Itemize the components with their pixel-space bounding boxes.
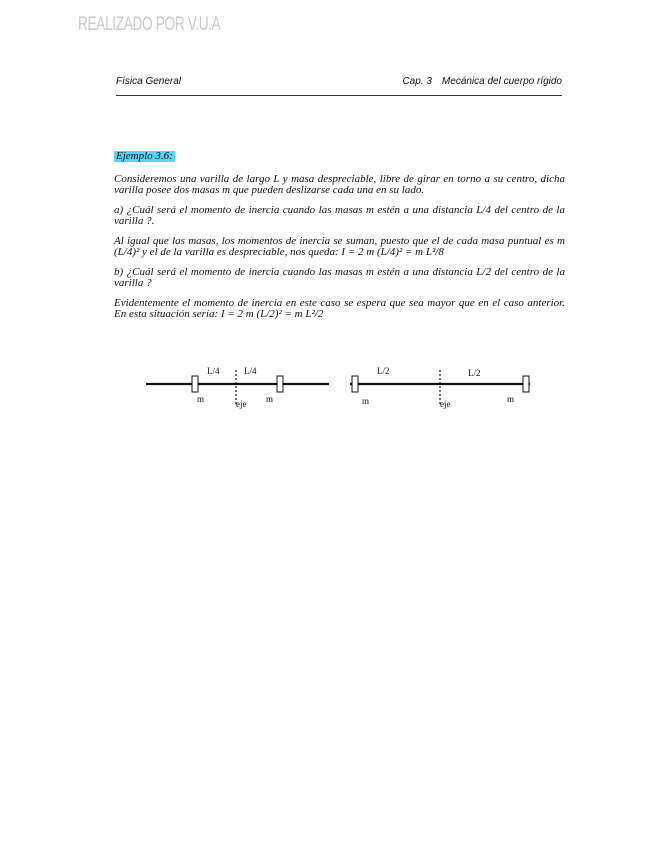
answer-a-paragraph: Al igual que las masas, los momentos de inercia se suman, puesto que el de cada masa puntual es m (L/4)² y el de la varilla es despreciable, nos queda: I = 2 m (L/4)² = m L²/8 (114, 235, 565, 258)
header-chapter-title: Mecánica del cuerpo rígido (441, 76, 562, 87)
header-chapter-number: Cap. 3 (402, 76, 432, 87)
rod-l4-figure (146, 366, 329, 409)
label-l4-mass-left: m (197, 394, 205, 404)
label-l2-mass-left: m (362, 396, 370, 406)
header-course-title: Física General (116, 76, 182, 87)
mass-l4-right (277, 376, 283, 392)
label-l2-dist-left: L/2 (377, 366, 390, 376)
question-a-paragraph: a) ¿Cuál será el momento de inercia cuando las masas m estén a una distancia L/4 del centro de la varilla ?. (114, 204, 565, 227)
example-title: Ejemplo 3.6: (116, 150, 173, 162)
label-l4-mass-right: m (266, 394, 274, 404)
rod-diagram (140, 360, 540, 415)
header-chapter (402, 76, 562, 87)
question-b-paragraph: b) ¿Cuál será el momento de inercia cuando las masas m estén a una distancia L/2 del centro de la varilla ? (114, 266, 565, 289)
label-l2-mass-right: m (507, 394, 515, 404)
page-header (116, 76, 562, 90)
answer-b-paragraph: Evidentemente el momento de inercia en este caso se espera que sea mayor que en el caso anterior. En esta situación sería: I = 2 m (L/2)² = m L²/2 (114, 297, 565, 320)
mass-l2-right (523, 376, 529, 392)
example-content (114, 151, 565, 329)
label-l4-dist-left: L/4 (207, 366, 220, 376)
mass-l2-left (352, 376, 358, 392)
rod-l2-figure (350, 366, 530, 409)
label-l2-dist-right: L/2 (468, 368, 481, 378)
label-l2-axis: eje (440, 399, 451, 409)
header-rule (116, 95, 562, 96)
example-intro-paragraph: Consideremos una varilla de largo L y masa despreciable, libre de girar en torno a su centro, dicha varilla posee dos masas m que pueden deslizarse cada una en su lado. (114, 173, 565, 196)
mass-l4-left (192, 376, 198, 392)
label-l4-axis: eje (236, 399, 247, 409)
watermark: REALIZADO POR V.U.A (78, 14, 221, 35)
label-l4-dist-right: L/4 (244, 366, 257, 376)
